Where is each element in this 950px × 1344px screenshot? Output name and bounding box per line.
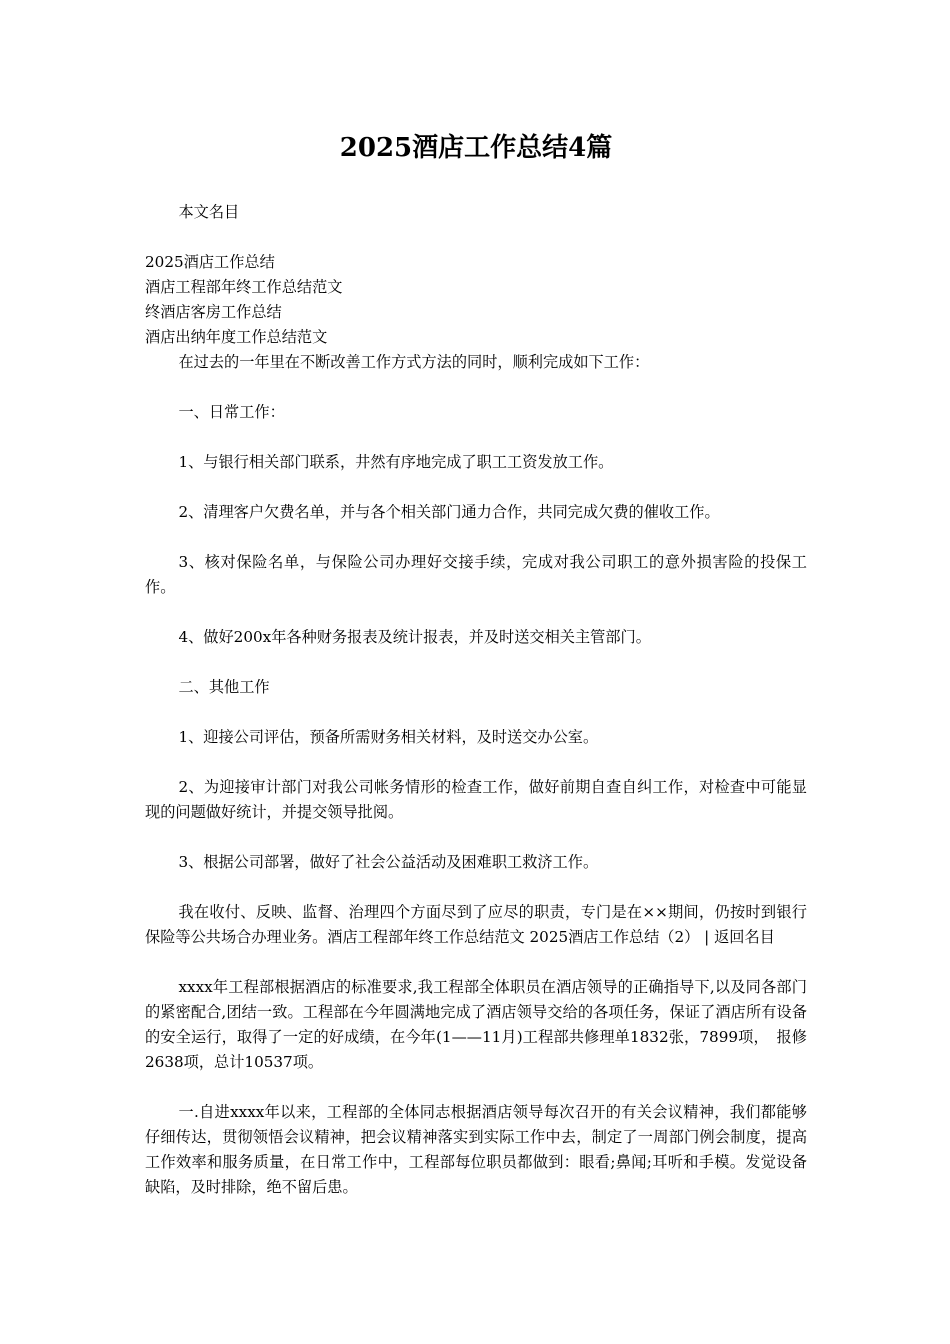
spacer xyxy=(145,475,807,500)
spacer xyxy=(145,875,807,900)
spacer xyxy=(145,700,807,725)
document-body xyxy=(145,200,807,1200)
paragraph-engineering-meetings: 一.自进xxxx年以来，工程部的全体同志根据酒店领导每次召开的有关会议精神，我们都能够仔细传达，贯彻领悟会议精神，把会议精神落实到实际工作中去，制定了一周部门例会制度，提高工作效率和服务质量，在日常工作中，工程部每位职员都做到：眼看;鼻闻;耳听和手模。发觉设备缺陷，及时排除，绝不留后患。 xyxy=(145,1103,807,1196)
spacer xyxy=(145,425,807,450)
toc-item: 终酒店客房工作总结 xyxy=(145,303,282,321)
paragraph-item: 1、迎接公司评估，预备所需财务相关材料，及时送交办公室。 xyxy=(178,728,599,746)
toc-item: 2025酒店工作总结 xyxy=(145,253,275,271)
table-of-contents xyxy=(145,250,807,350)
paragraph-item: 4、做好200x年各种财务报表及统计报表，并及时送交相关主管部门。 xyxy=(178,628,651,646)
section-heading-other-work: 二、其他工作 xyxy=(178,678,270,696)
toc-item: 酒店出纳年度工作总结范文 xyxy=(145,328,328,346)
paragraph-item: 3、根据公司部署，做好了社会公益活动及困难职工救济工作。 xyxy=(178,853,599,871)
spacer xyxy=(145,1075,807,1100)
paragraph-engineering-overview: xxxx年工程部根据酒店的标准要求,我工程部全体职员在酒店领导的正确指导下,以及同各部门的紧密配合,团结一致。工程部在今年圆满地完成了酒店领导交给的各项任务，保证了酒店所有设备的安全运行，取得了一定的好成绩，在今年(1——11月)工程部共修理单1832张，7899项， 报修2638项，总计10537项。 xyxy=(145,978,807,1071)
spacer xyxy=(145,825,807,850)
spacer xyxy=(145,525,807,550)
spacer xyxy=(145,950,807,975)
spacer xyxy=(145,225,807,250)
spacer xyxy=(145,600,807,625)
paragraph-item: 1、与银行相关部门联系，井然有序地完成了职工工资发放工作。 xyxy=(178,453,614,471)
toc-heading: 本文名目 xyxy=(178,203,240,221)
paragraph-item: 2、为迎接审计部门对我公司帐务情形的检查工作，做好前期自查自纠工作，对检查中可能显现的问题做好统计，并提交领导批阅。 xyxy=(145,778,807,821)
section-heading-daily-work: 一、日常工作： xyxy=(178,403,285,421)
document-title: 2025酒店工作总结4篇 xyxy=(339,133,613,163)
spacer xyxy=(145,750,807,775)
paragraph-summary: 我在收付、反映、监督、治理四个方面尽到了应尽的职责，专门是在××期间，仍按时到银行保险等公共场合办理业务。酒店工程部年终工作总结范文 2025酒店工作总结（2） | 返回名目 xyxy=(145,903,807,946)
spacer xyxy=(145,375,807,400)
paragraph-item: 3、核对保险名单，与保险公司办理好交接手续，完成对我公司职工的意外损害险的投保工作。 xyxy=(145,553,807,596)
spacer xyxy=(145,650,807,675)
paragraph-item: 2、清理客户欠费名单，并与各个相关部门通力合作，共同完成欠费的催收工作。 xyxy=(178,503,720,521)
toc-item: 酒店工程部年终工作总结范文 xyxy=(145,278,343,296)
paragraph-intro: 在过去的一年里在不断改善工作方式方法的同时，顺利完成如下工作： xyxy=(178,353,650,371)
